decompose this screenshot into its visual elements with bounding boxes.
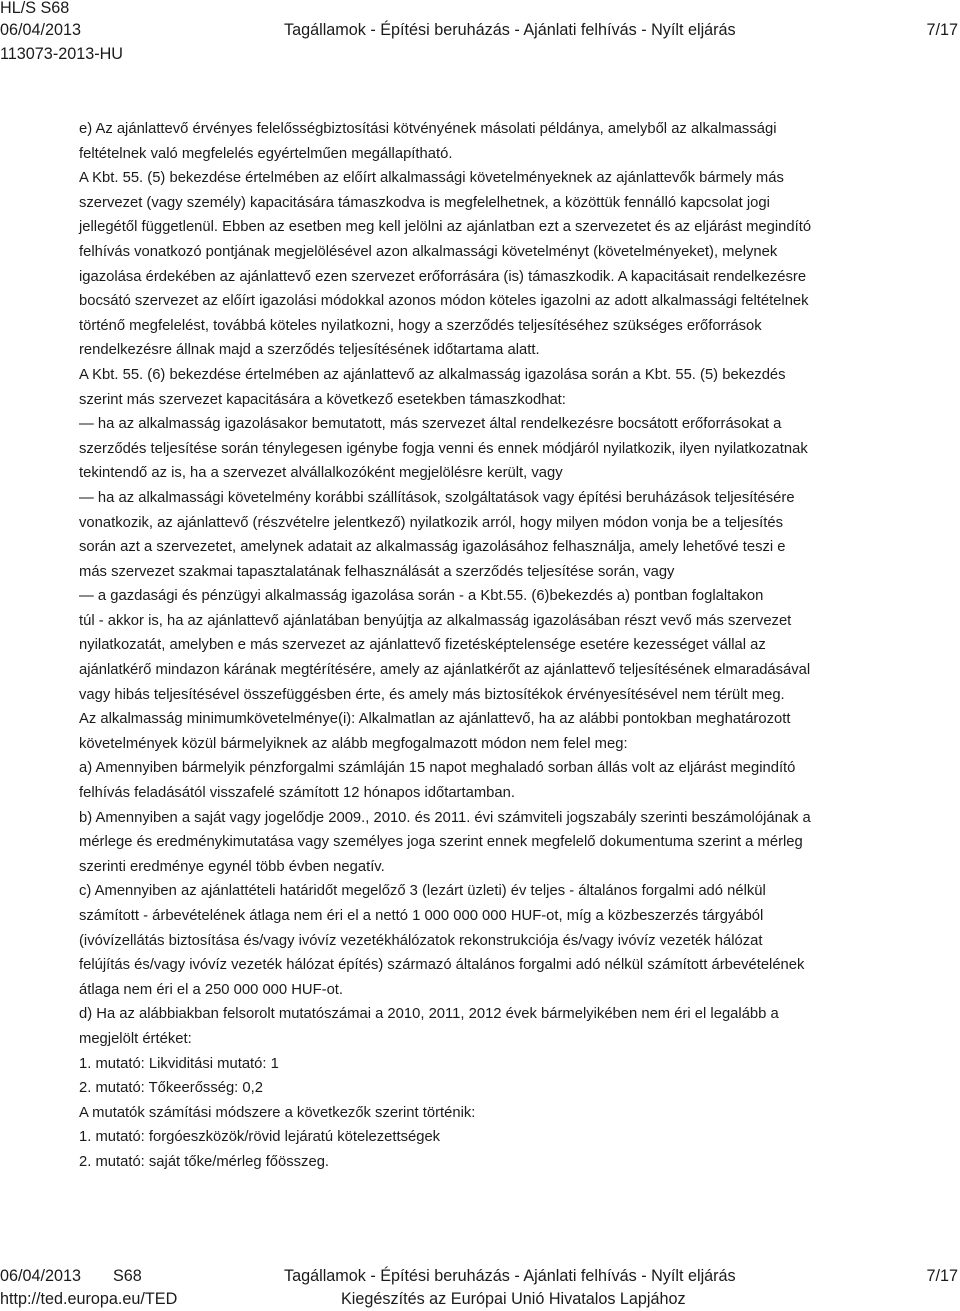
body-line: 2. mutató: Tőkeerősség: 0,2 [79,1080,263,1097]
body-line: a) Amennyiben bármelyik pénzforgalmi számláján 15 napot meghaladó sorban állás volt az eljárást megindító [79,760,796,777]
body-line: történő megfelelést, továbbá köteles nyilatkozni, hogy a szerződés teljesítéséhez szükséges erőforrások [79,317,762,334]
body-line: Az alkalmasság minimumkövetelménye(i): Alkalmatlan az ajánlattevő, ha az alábbi pontokban meghatározott [79,711,791,728]
body-line: átlaga nem éri el a 250 000 000 HUF-ot. [79,981,344,998]
body-line: más szervezet szakmai tapasztalatának felhasználását a szerződés teljesítése során, vagy [79,563,675,580]
footer-publisher: Kiegészítés az Európai Unió Hivatalos Lapjához [341,1290,686,1308]
body-line: során azt a szervezetet, amelynek adatait az alkalmasság igazolásához felhasználja, amely lehetővé teszi e [79,539,786,556]
body-line: A Kbt. 55. (6) bekezdése értelmében az ajánlattevő az alkalmasság igazolása során a Kbt. 55. (5) bekezdés [79,366,786,383]
body-line: szerinti eredménye egynél több évben negatív. [79,858,385,875]
body-line: b) Amennyiben a saját vagy jogelődje 2009., 2010. és 2011. évi számviteli jogszabály szerinti beszámolójának a [79,809,811,826]
body-line: követelmények közül bármelyiknek az alább megfogalmazott módon nem felel meg: [79,735,628,752]
body-line: szervezet (vagy személy) kapacitására támaszkodva is megfelelhetnek, a közöttük fennálló kapcsolat jogi [79,194,770,211]
body-line: felújítás és/vagy ivóvíz vezeték hálózat építés) származó általános forgalmi adó nélkül számított árbevételének [79,957,805,974]
body-line: — ha az alkalmasság igazolásakor bemutatott, más szervezet által rendelkezésre bocsátott erőforrásokat a [79,416,782,433]
document-body [79,117,959,1175]
document-id: 113073-2013-HU [0,45,123,63]
body-line: bocsátó szervezet az előírt igazolási módokkal azonos módon köteles igazolni az adott alkalmassági feltételnek [79,293,809,310]
body-line: rendelkezésre állnak majd a szerződés teljesítésének időtartama alatt. [79,342,540,359]
body-line: jellegétől függetlenül. Ebben az esetben meg kell jelölni az ajánlatban ezt a szervezetet és az eljárást megindító [79,219,812,236]
body-line: tekintendő az is, ha a szervezet alvállalkozóként megjelölésre került, vagy [79,465,563,482]
body-line: A mutatók számítási módszere a következők szerint történik: [79,1104,476,1121]
body-line: nyilatkozatát, amelyben e más szervezet az ajánlattevő fizetésképtelensége esetére kezességet vállal az [79,637,766,654]
header-date: 06/04/2013 [0,21,82,39]
body-line: 1. mutató: forgóeszközök/rövid lejáratú kötelezettségek [79,1129,441,1146]
header-title: Tagállamok - Építési beruházás - Ajánlati felhívás - Nyílt eljárás [284,21,736,39]
journal-series: HL/S S68 [0,0,70,17]
body-line: túl - akkor is, ha az ajánlattevő ajánlatában benyújtja az alkalmasság igazolásában részt vevő más szervezet [79,612,792,629]
body-line: felhívás feladásától visszafelé számított 12 hónapos időtartamban. [79,785,515,802]
body-line: e) Az ajánlattevő érvényes felelősségbiztosítási kötvényének másolati példánya, amelyből az alkalmassági [79,121,777,137]
body-line: 2. mutató: saját tőke/mérleg főösszeg. [79,1153,330,1170]
footer-date: 06/04/2013 [0,1267,82,1285]
body-line: A Kbt. 55. (5) bekezdése értelmében az előírt alkalmassági követelményeknek az ajánlattevők bármely más [79,170,784,187]
body-line: szerint más szervezet kapacitására a következő esetekben támaszkodhat: [79,391,566,408]
body-line: megjelölt értéket: [79,1030,192,1047]
body-line: feltételnek való megfelelés egyértelműen megállapítható. [79,145,453,162]
body-line: — ha az alkalmassági követelmény korábbi szállítások, szolgáltatások vagy építési beruházások teljesítésére [79,489,795,506]
footer-link[interactable]: http://ted.europa.eu/TED [0,1290,178,1308]
body-line: d) Ha az alábbiakban felsorolt mutatószámai a 2010, 2011, 2012 évek bármelyikében nem éri el legalább a [79,1006,779,1023]
footer-series: S68 [113,1267,142,1285]
body-line: 1. mutató: Likviditási mutató: 1 [79,1055,279,1072]
body-line: (ivóvízellátás biztosítása és/vagy ivóvíz vezetékhálózatok rekonstrukciója és/vagy ivóvíz vezeték hálózat [79,932,763,949]
body-line: c) Amennyiben az ajánlattételi határidőt megelőző 3 (lezárt üzleti) év teljes - általános forgalmi adó nélkül [79,883,766,900]
footer-page-number: 7/17 [926,1267,958,1285]
body-line: szerződés teljesítése során ténylegesen igénybe fogja venni és ennek módjáról nyilatkozik, ilyen nyilatkozatnak [79,440,808,457]
body-line: felhívás vonatkozó pontjának megjelölésével azon alkalmassági követelményt (követelményeket), melynek [79,243,778,260]
body-line: igazolása érdekében az ajánlattevő ezen szervezet erőforrására (is) támaszkodik. A kapacitásait rendelkezésre [79,268,807,285]
body-line: vonatkozik, az ajánlattevő (részvételre jelentkező) nyilatkozik arról, hogy milyen módon vonja be a teljesítés [79,514,784,531]
body-line: — a gazdasági és pénzügyi alkalmasság igazolása során - a Kbt.55. (6)bekezdés a) pontban foglaltakon [79,588,764,605]
body-line: ajánlatkérő mindazon kárának megtérítésére, amely az ajánlatkérőt az ajánlattevő teljesítésének elmaradásával [79,662,811,679]
header-page-number: 7/17 [926,21,958,39]
footer-title: Tagállamok - Építési beruházás - Ajánlati felhívás - Nyílt eljárás [284,1267,736,1285]
body-line: vagy hibás teljesítésével összefüggésben érte, és amely más biztosítékok érvényesítésével nem térült meg. [79,686,785,703]
body-line: mérlege és eredménykimutatása vagy személyes joga szerint ennek megfelelő dokumentuma szerint a mérleg [79,834,803,851]
body-line: számított - árbevételének átlaga nem éri el a nettó 1 000 000 000 HUF-ot, míg a közbeszerzés tárgyából [79,908,764,924]
